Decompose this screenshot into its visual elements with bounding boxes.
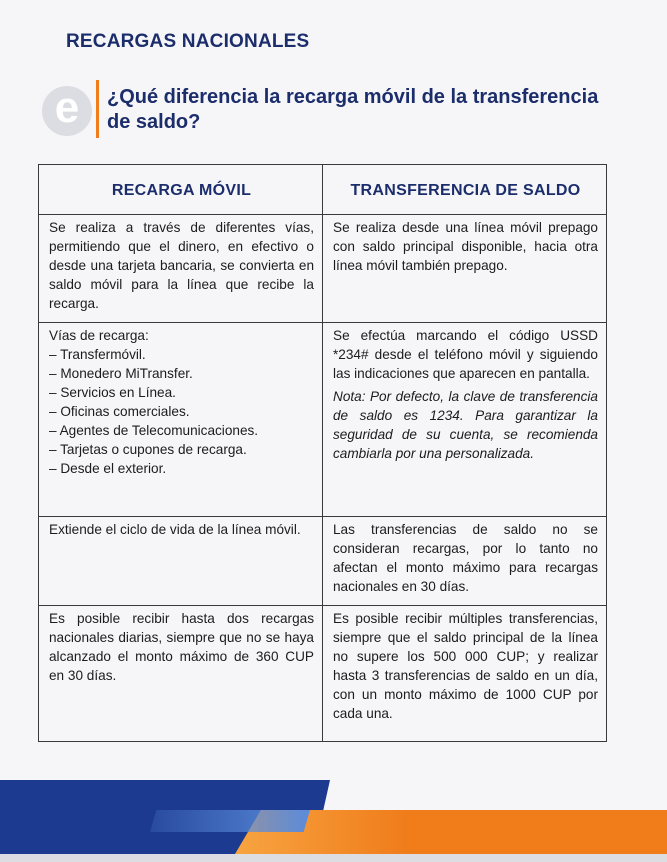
column-header-recarga-movil: RECARGA MÓVIL — [39, 165, 323, 215]
recarga-cell-ways — [39, 323, 323, 517]
footer-decoration — [0, 772, 667, 862]
footer-base-strip — [0, 854, 667, 862]
list-item: – Transfermóvil. — [49, 347, 146, 362]
section-title: RECARGAS NACIONALES — [66, 31, 310, 52]
list-item: – Tarjetas o cupones de recarga. — [49, 442, 247, 457]
table-row — [39, 517, 607, 606]
transferencia-cell-limits: Es posible recibir múltiples transferencias, siempre que el saldo principal de la línea no supere los 500 000 CUP; y realizar hasta 3 transferencias de saldo en un día, con un monto máximo de 1000 CUP por cada una. — [323, 606, 607, 742]
table-row — [39, 606, 607, 742]
accent-divider — [96, 80, 99, 138]
comparison-table — [38, 164, 607, 742]
transferencia-cell-procedure — [323, 323, 607, 517]
recarga-cell-lifecycle: Extiende el ciclo de vida de la línea móvil. — [39, 517, 323, 606]
list-item: – Oficinas comerciales. — [49, 404, 190, 419]
page-question-heading: ¿Qué diferencia la recarga móvil de la transferencia de saldo? — [107, 86, 599, 133]
procedure-note: Nota: Por defecto, la clave de transferencia de saldo es 1234. Para garantizar la seguridad de su cuenta, se recomienda cambiarla por una personalizada. — [333, 389, 598, 461]
table-row — [39, 323, 607, 517]
procedure-text: Se efectúa marcando el código USSD *234# desde el teléfono móvil y siguiendo las indicaciones que aparecen en pantalla. — [333, 328, 598, 381]
list-item: – Agentes de Telecomunicaciones. — [49, 423, 259, 438]
list-item: – Monedero MiTransfer. — [49, 366, 193, 381]
ways-title: Vías de recarga: — [49, 328, 149, 343]
table-header-row — [39, 165, 607, 215]
recarga-cell-limits: Es posible recibir hasta dos recargas nacionales diarias, siempre que no se haya alcanzado el monto máximo de 360 CUP en 30 días. — [39, 606, 323, 742]
brand-logo-icon: e — [42, 86, 92, 136]
list-item: – Desde el exterior. — [49, 461, 167, 476]
transferencia-cell-origin: Se realiza desde una línea móvil prepago con saldo principal disponible, hacia otra línea móvil también prepago. — [323, 215, 607, 323]
column-header-transferencia-saldo: TRANSFERENCIA DE SALDO — [323, 165, 607, 215]
table-row — [39, 215, 607, 323]
list-item: – Servicios en Línea. — [49, 385, 176, 400]
transferencia-cell-lifecycle: Las transferencias de saldo no se consideran recargas, por lo tanto no afectan el monto máximo para recargas nacionales en 30 días. — [323, 517, 607, 606]
footer-light-blue-stripe — [150, 810, 310, 832]
recarga-cell-channels: Se realiza a través de diferentes vías, permitiendo que el dinero, en efectivo o desde una tarjeta bancaria, se convierta en saldo móvil para la línea que recibe la recarga. — [39, 215, 323, 323]
